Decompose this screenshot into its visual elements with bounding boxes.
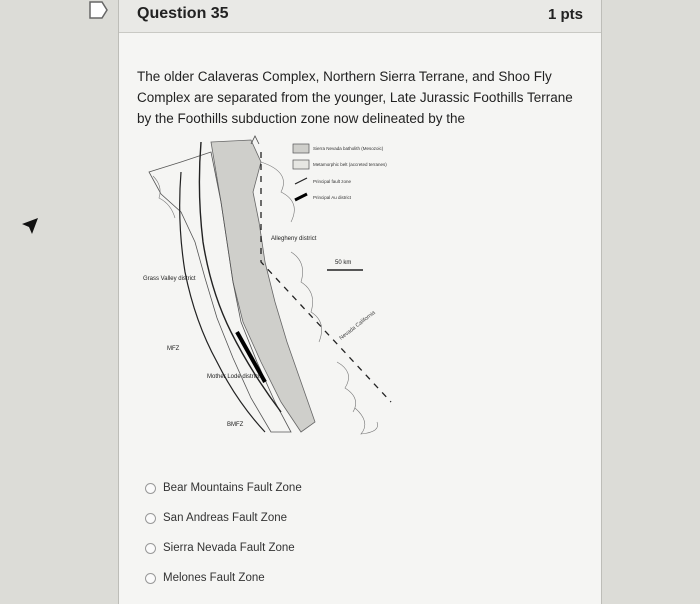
question-header <box>119 0 601 33</box>
option-label: Sierra Nevada Fault Zone <box>163 542 295 554</box>
question-title: Question 35 <box>137 5 229 22</box>
question-points: 1 pts <box>547 6 583 23</box>
legend-au: Principal Au district <box>313 195 352 200</box>
label-nevada-california: Nevada California <box>338 309 377 342</box>
label-scale: 50 km <box>335 260 352 266</box>
question-card <box>118 0 602 604</box>
radio-button[interactable] <box>145 483 156 494</box>
flag-question-icon[interactable] <box>88 0 110 20</box>
label-allegheny: Allegheny district <box>271 236 317 242</box>
option-label: San Andreas Fault Zone <box>163 512 288 524</box>
radio-button[interactable] <box>145 513 156 524</box>
mouse-cursor-icon <box>20 216 40 238</box>
label-mother-lode: Mother Lode district <box>207 374 260 380</box>
radio-button[interactable] <box>145 543 156 554</box>
option-bear-mountains[interactable] <box>145 482 302 494</box>
option-sierra-nevada[interactable] <box>145 542 295 554</box>
map-legend <box>291 140 401 204</box>
radio-button[interactable] <box>145 573 156 584</box>
option-melones[interactable] <box>145 572 265 584</box>
legend-fault: Principal fault zone <box>313 179 352 184</box>
label-grass-valley: Grass Valley district <box>143 276 196 282</box>
legend-batholith: Sierra Nevada batholith (Mesozoic) <box>313 146 384 151</box>
option-label: Melones Fault Zone <box>163 572 265 584</box>
option-san-andreas[interactable] <box>145 512 287 524</box>
label-mfz: MFZ <box>167 346 180 352</box>
legend-metamorphic: Metamorphic belt (accreted terranes) <box>313 162 387 167</box>
option-label: Bear Mountains Fault Zone <box>163 482 302 494</box>
question-text: The older Calaveras Complex, Northern Sierra Terrane, and Shoo Fly Complex are separated from the younger, Late Jurassic Foothills Terrane by the Foothills subduction zone now delineated by the <box>137 69 573 126</box>
label-bmfz: BMFZ <box>227 422 244 428</box>
